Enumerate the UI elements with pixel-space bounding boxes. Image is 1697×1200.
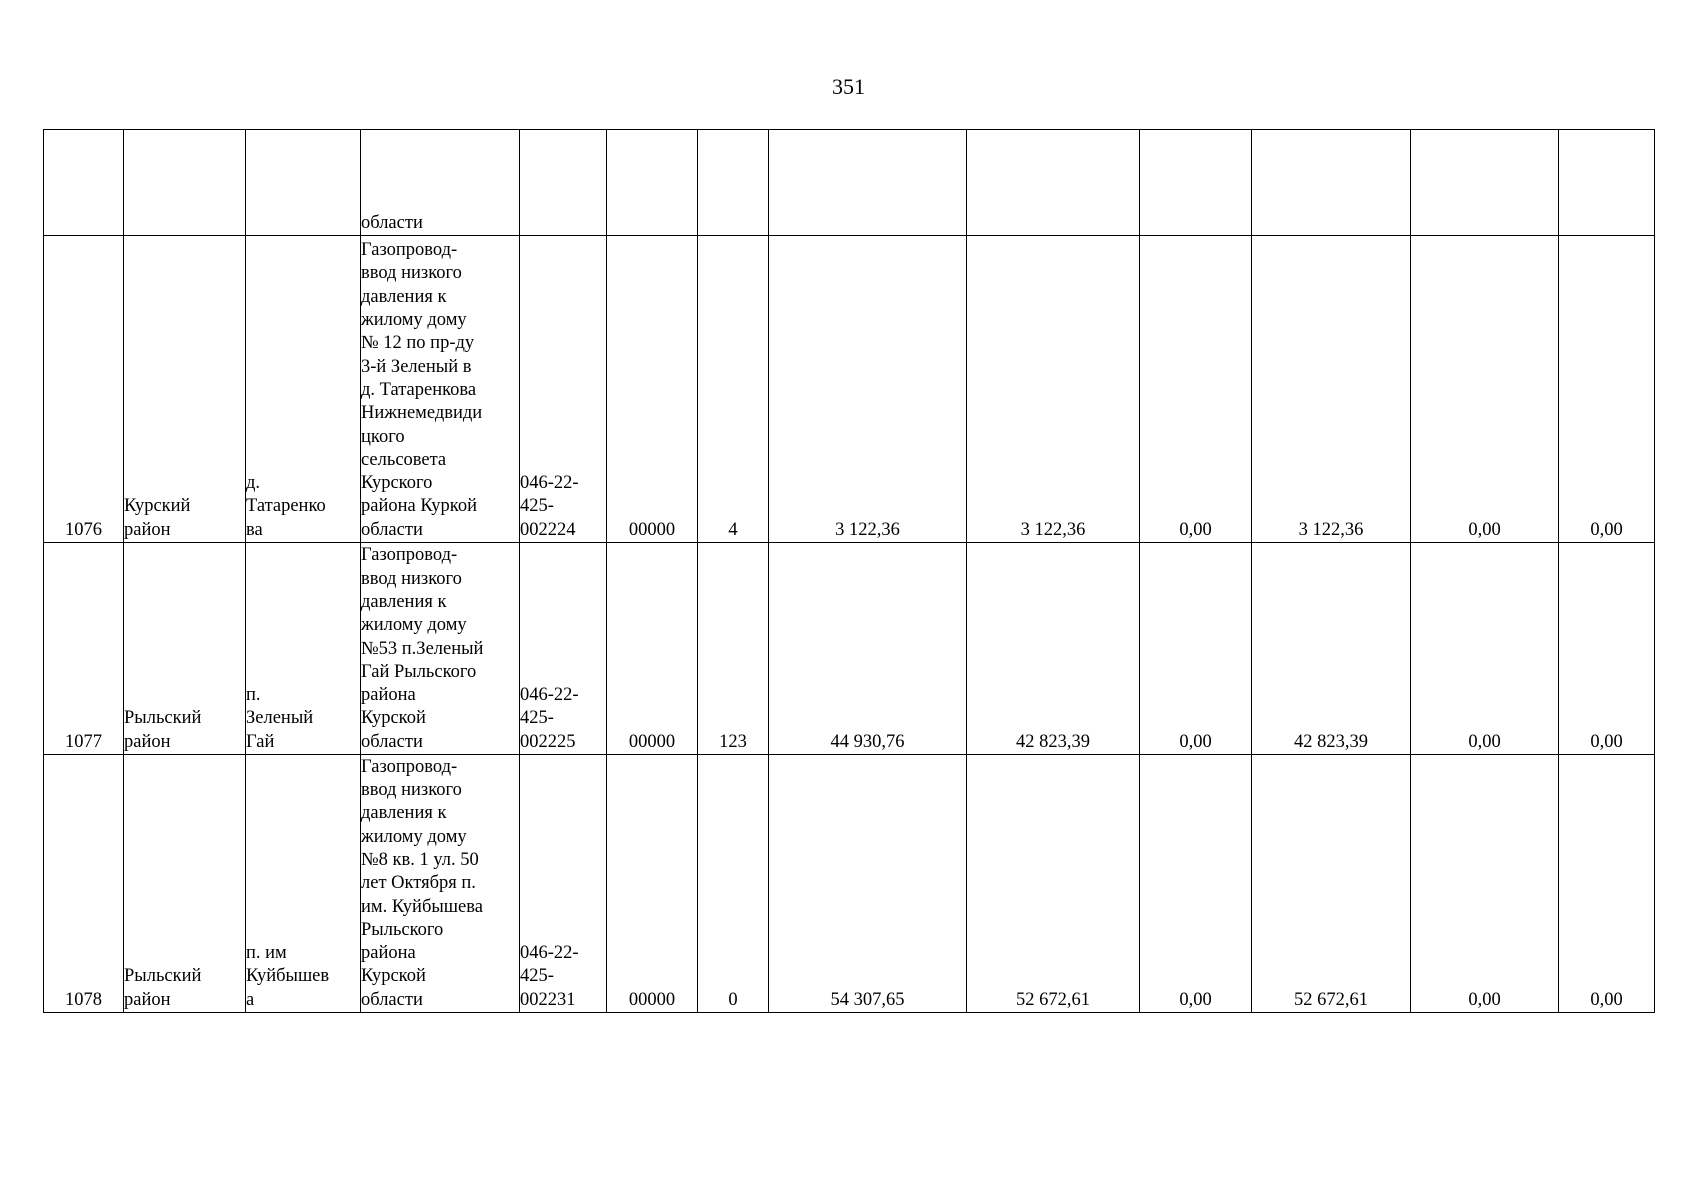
cell-value-5 xyxy=(1411,130,1559,236)
cell-value-2: 42 823,39 xyxy=(967,543,1140,755)
cell-locality: п. Зеленый Гай xyxy=(246,543,361,755)
cell-qty: 4 xyxy=(698,236,769,543)
cell-value-5: 0,00 xyxy=(1411,755,1559,1013)
cell-code xyxy=(520,130,607,236)
table-row xyxy=(44,543,1655,755)
cell-num: 1076 xyxy=(44,236,124,543)
cell-num: 1077 xyxy=(44,543,124,755)
table-row xyxy=(44,236,1655,543)
cell-value-4: 52 672,61 xyxy=(1252,755,1411,1013)
cell-code: 046-22- 425- 002231 xyxy=(520,755,607,1013)
cell-value-3: 0,00 xyxy=(1140,543,1252,755)
cell-description: Газопровод- ввод низкого давления к жилому дому №53 п.Зеленый Гай Рыльского района Курской области xyxy=(361,543,520,755)
cell-value-2: 52 672,61 xyxy=(967,755,1140,1013)
cell-code: 046-22- 425- 002224 xyxy=(520,236,607,543)
table-row xyxy=(44,755,1655,1013)
cell-value-2 xyxy=(967,130,1140,236)
cell-value-2: 3 122,36 xyxy=(967,236,1140,543)
cell-qty: 123 xyxy=(698,543,769,755)
cell-locality xyxy=(246,130,361,236)
page-number: 351 xyxy=(832,74,865,99)
cell-value-4 xyxy=(1252,130,1411,236)
cell-value-6: 0,00 xyxy=(1559,543,1655,755)
cell-value-4: 42 823,39 xyxy=(1252,543,1411,755)
cell-num: 1078 xyxy=(44,755,124,1013)
cell-qty: 0 xyxy=(698,755,769,1013)
cell-district xyxy=(124,130,246,236)
cell-value-3 xyxy=(1140,130,1252,236)
cell-zeros: 00000 xyxy=(607,543,698,755)
cell-district: Рыльский район xyxy=(124,755,246,1013)
cell-zeros: 00000 xyxy=(607,236,698,543)
data-table xyxy=(43,129,1655,1013)
cell-value-5: 0,00 xyxy=(1411,543,1559,755)
cell-value-4: 3 122,36 xyxy=(1252,236,1411,543)
cell-district: Рыльский район xyxy=(124,543,246,755)
cell-value-5: 0,00 xyxy=(1411,236,1559,543)
cell-code: 046-22- 425- 002225 xyxy=(520,543,607,755)
cell-value-6: 0,00 xyxy=(1559,755,1655,1013)
cell-locality: д. Татаренко ва xyxy=(246,236,361,543)
cell-description: Газопровод- ввод низкого давления к жилому дому №8 кв. 1 ул. 50 лет Октября п. им. Куйбышева Рыльского района Курской области xyxy=(361,755,520,1013)
cell-description: Газопровод- ввод низкого давления к жилому дому № 12 по пр-ду 3-й Зеленый в д. Татаренкова Нижнемедвиди цкого сельсовета Курского района Куркой области xyxy=(361,236,520,543)
cell-value-1: 44 930,76 xyxy=(769,543,967,755)
cell-value-1 xyxy=(769,130,967,236)
cell-zeros: 00000 xyxy=(607,755,698,1013)
cell-value-3: 0,00 xyxy=(1140,236,1252,543)
cell-value-1: 54 307,65 xyxy=(769,755,967,1013)
cell-qty xyxy=(698,130,769,236)
cell-description: области xyxy=(361,130,520,236)
table-row-continuation xyxy=(44,130,1655,236)
cell-num xyxy=(44,130,124,236)
cell-value-6: 0,00 xyxy=(1559,236,1655,543)
cell-value-6 xyxy=(1559,130,1655,236)
cell-district: Курский район xyxy=(124,236,246,543)
cell-locality: п. им Куйбышев а xyxy=(246,755,361,1013)
cell-value-3: 0,00 xyxy=(1140,755,1252,1013)
cell-zeros xyxy=(607,130,698,236)
cell-value-1: 3 122,36 xyxy=(769,236,967,543)
